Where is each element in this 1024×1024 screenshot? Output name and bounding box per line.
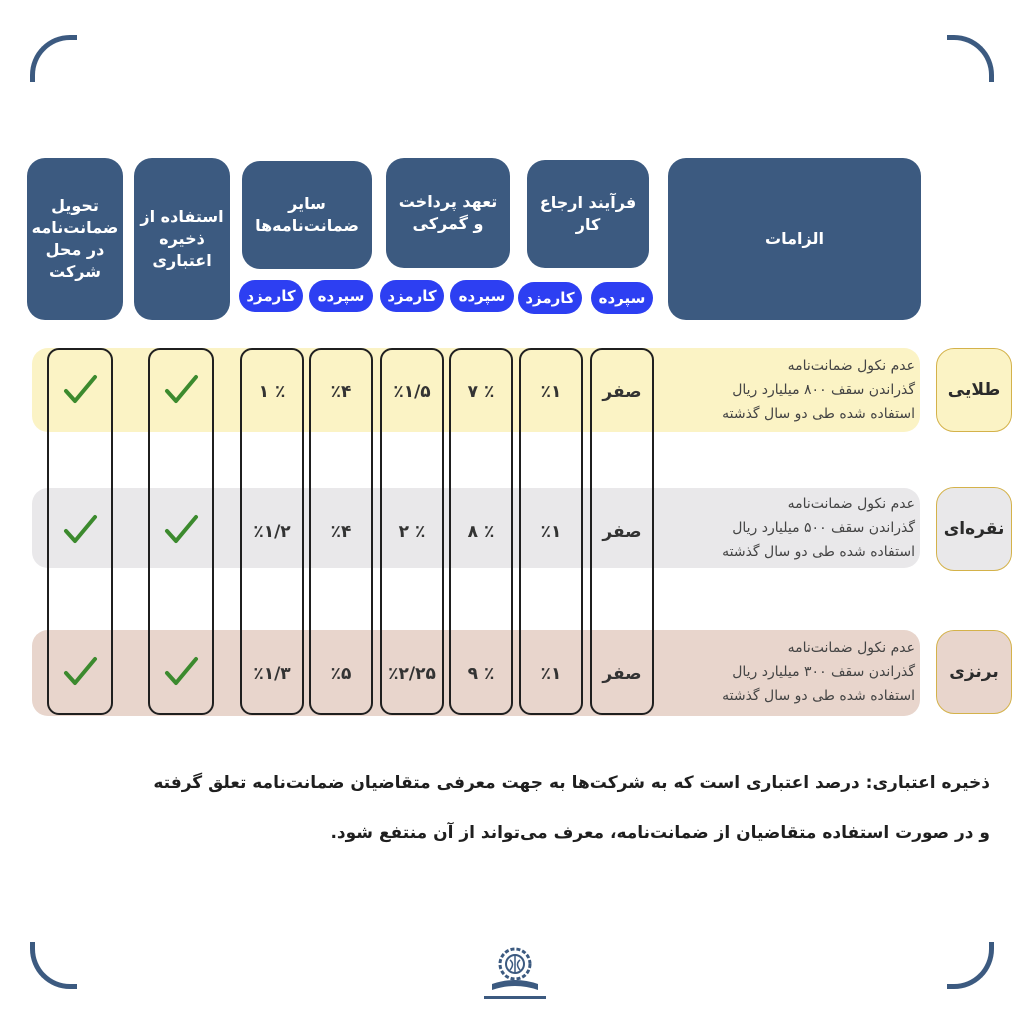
check-icon <box>60 652 100 692</box>
check-icon <box>161 370 201 410</box>
tier-label-gold: طلایی <box>936 348 1012 432</box>
pill-other-fee: کارمزد <box>239 280 303 312</box>
tier-label-bronze: برنزی <box>936 630 1012 714</box>
value-silver-work-deposit: صفر <box>602 522 642 542</box>
value-bronze-other-deposit: ٪۵ <box>330 664 352 684</box>
requirements-gold <box>660 354 915 426</box>
check-icon <box>161 652 201 692</box>
check-icon <box>60 510 100 550</box>
requirement-line: عدم نکول ضمانت‌نامه <box>787 358 915 374</box>
value-bronze-work-fee: ٪۱ <box>540 664 562 684</box>
value-silver-other-deposit: ٪۴ <box>330 522 352 542</box>
check-icon <box>60 370 100 410</box>
organization-logo-icon <box>470 940 560 1010</box>
header-other-guarantees: سایر ضمانت‌نامه‌ها <box>242 161 372 269</box>
pill-work-deposit: سپرده <box>591 282 653 314</box>
value-silver-pay-deposit: ٪ ۸ <box>467 522 495 542</box>
corner-decoration-top-right <box>947 35 994 82</box>
pill-pay-fee: کارمزد <box>380 280 444 312</box>
value-gold-work-deposit: صفر <box>602 382 642 402</box>
corner-decoration-bottom-right <box>947 942 994 989</box>
header-requirements: الزامات <box>668 158 921 320</box>
requirement-line: گذراندن سقف ۸۰۰ میلیارد ریال <box>732 382 915 398</box>
value-bronze-other-fee: ٪۱/۳ <box>253 664 291 684</box>
requirement-line: استفاده شده طی دو سال گذشته <box>722 406 915 422</box>
footnote-line-2: و در صورت استفاده متقاضیان از ضمانت‌نامه، معرف می‌تواند از آن منتفع شود. <box>330 823 990 843</box>
value-silver-work-fee: ٪۱ <box>540 522 562 542</box>
value-silver-other-fee: ٪۱/۲ <box>253 522 291 542</box>
pill-pay-deposit: سپرده <box>450 280 514 312</box>
value-bronze-work-deposit: صفر <box>602 664 642 684</box>
requirement-line: عدم نکول ضمانت‌نامه <box>787 496 915 512</box>
header-delivery: تحویل ضمانت‌نامه در محل شرکت <box>27 158 123 320</box>
value-silver-pay-fee: ٪ ۲ <box>398 522 426 542</box>
header-work-referral: فرآیند ارجاع کار <box>527 160 649 268</box>
requirement-line: استفاده شده طی دو سال گذشته <box>722 688 915 704</box>
value-gold-other-deposit: ٪۴ <box>330 382 352 402</box>
value-bronze-pay-deposit: ٪ ۹ <box>467 664 495 684</box>
corner-decoration-top-left <box>30 35 77 82</box>
requirement-line: گذراندن سقف ۳۰۰ میلیارد ریال <box>732 664 915 680</box>
pill-other-deposit: سپرده <box>309 280 373 312</box>
value-bronze-pay-fee: ٪۲/۲۵ <box>388 664 436 684</box>
value-gold-pay-fee: ٪۱/۵ <box>393 382 431 402</box>
check-icon <box>161 510 201 550</box>
value-gold-pay-deposit: ٪ ۷ <box>467 382 495 402</box>
tier-label-silver: نقره‌ای <box>936 487 1012 571</box>
value-gold-work-fee: ٪۱ <box>540 382 562 402</box>
requirements-silver <box>660 492 915 564</box>
requirement-line: عدم نکول ضمانت‌نامه <box>787 640 915 656</box>
corner-decoration-bottom-left <box>30 942 77 989</box>
requirement-line: گذراندن سقف ۵۰۰ میلیارد ریال <box>732 520 915 536</box>
header-payment-customs: تعهد پرداخت و گمرکی <box>386 158 510 268</box>
pill-work-fee: کارمزد <box>518 282 582 314</box>
footnote-line-1: ذخیره اعتباری: درصد اعتباری است که به شرکت‌ها به جهت معرفی متقاضیان ضمانت‌نامه تعلق گرفته <box>153 773 990 793</box>
requirements-bronze <box>660 636 915 708</box>
value-gold-other-fee: ٪ ۱ <box>258 382 286 402</box>
header-credit-reserve: استفاده از ذخیره اعتباری <box>134 158 230 320</box>
requirement-line: استفاده شده طی دو سال گذشته <box>722 544 915 560</box>
